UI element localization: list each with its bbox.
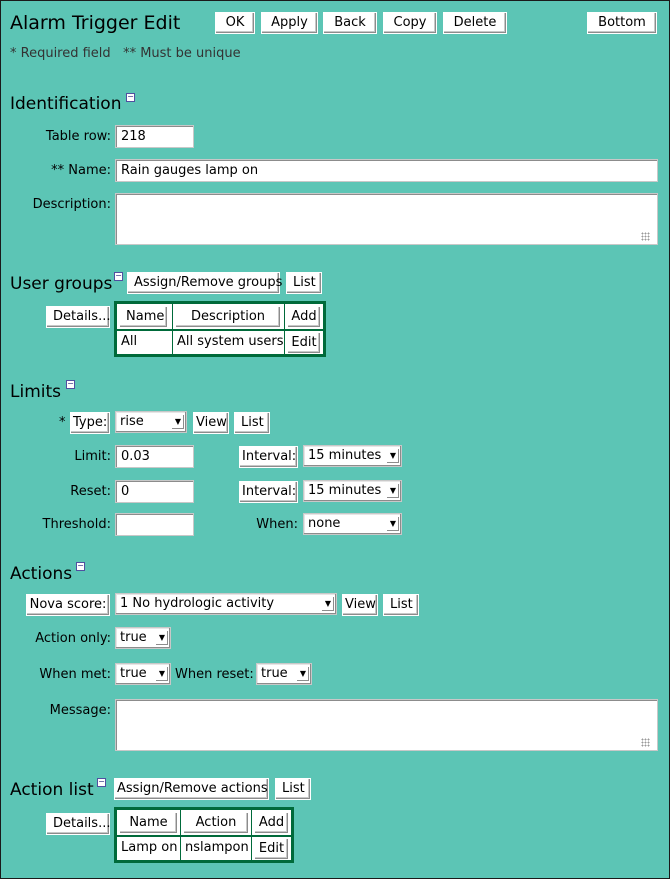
nova-view-button[interactable]: View [342,594,378,616]
table-header-cell [181,810,251,835]
chevron-down-icon: ▼ [297,667,309,681]
chevron-down-icon: ▼ [172,415,184,429]
back-button[interactable]: Back [323,12,377,34]
table-row-label: Table row: [45,129,111,144]
table-row-edit-cell [252,837,291,860]
when-reset-select[interactable] [256,663,312,685]
delete-button[interactable]: Delete [443,12,507,34]
name-column-button[interactable]: Name [119,812,178,834]
name-label: ** Name: [51,163,111,178]
chevron-down-icon: ▼ [387,484,399,498]
reset-label: Reset: [70,484,111,499]
type-list-button[interactable]: List [234,412,270,434]
copy-button[interactable]: Copy [383,12,437,34]
collapse-icon[interactable]: − [115,271,122,280]
when-reset-value: true [261,666,288,681]
limit-label: Limit: [74,449,111,464]
ok-button[interactable]: OK [215,12,255,34]
nova-score-button[interactable]: Nova score: [26,594,110,616]
groups-table [114,301,326,357]
message-textarea[interactable] [115,699,658,751]
when-select-value: none [308,516,341,531]
groups-details-button[interactable]: Details... [46,306,110,328]
reset-interval-button[interactable]: Interval: [239,481,298,503]
action-only-value: true [120,630,147,645]
limit-interval-button[interactable]: Interval: [239,446,298,468]
required-note: * Required field ** Must be unique [10,46,241,61]
table-header-cell [117,304,172,329]
action-column-button[interactable]: Action [183,812,249,834]
nova-score-value: 1 No hydrologic activity [120,596,275,611]
reset-field[interactable]: 0 [115,480,194,503]
description-column-button[interactable]: Description [175,306,281,328]
collapse-icon[interactable]: − [77,561,84,570]
table-row-field[interactable]: 218 [115,125,194,148]
type-button[interactable]: Type: [70,412,110,434]
reset-interval-select[interactable] [303,480,402,502]
assign-remove-groups-button[interactable]: Assign/Remove groups [127,272,280,294]
apply-button[interactable]: Apply [261,12,318,34]
edit-action-button[interactable]: Edit [254,838,289,860]
table-header-cell [173,304,284,329]
limit-interval-value: 15 minutes [308,448,382,463]
table-row-name-cell: All [117,331,172,354]
resize-grip-icon[interactable] [641,738,650,747]
table-header-cell [285,304,323,329]
type-select-value: rise [120,414,144,429]
chevron-down-icon: ▼ [387,517,399,531]
section-identification-heading: Identification [10,94,122,114]
when-reset-label: When reset: [175,667,254,682]
section-limits-heading: Limits [10,382,61,402]
section-user-groups-heading: User groups [10,274,113,294]
chevron-down-icon: ▼ [156,631,168,645]
collapse-icon[interactable]: − [67,379,74,388]
add-group-button[interactable]: Add [287,306,321,328]
name-column-button[interactable]: Name [119,306,168,328]
table-row-name-cell: Lamp on [117,837,180,860]
reset-interval-value: 15 minutes [308,483,382,498]
when-met-label: When met: [39,667,111,682]
bottom-button[interactable]: Bottom [587,12,657,34]
description-textarea[interactable] [115,193,658,245]
table-row-action-cell: nslampon [181,837,251,860]
chevron-down-icon: ▼ [387,449,399,463]
table-header-cell [252,810,291,835]
threshold-label: Threshold: [42,517,111,532]
actions-details-button[interactable]: Details... [46,813,110,835]
table-header-cell [117,810,180,835]
nova-list-button[interactable]: List [383,594,419,616]
collapse-icon[interactable]: − [98,777,105,786]
type-select[interactable] [115,411,187,433]
nova-score-select[interactable] [115,593,337,615]
chevron-down-icon: ▼ [156,667,168,681]
table-row-edit-cell [285,331,323,354]
description-label: Description: [32,197,111,212]
limit-field[interactable]: 0.03 [115,445,194,468]
actions-table [114,807,294,863]
limit-interval-select[interactable] [303,445,402,467]
edit-group-button[interactable]: Edit [287,332,321,354]
when-select[interactable] [303,513,402,535]
table-row-description-cell: All system users [173,331,284,354]
actions-list-button[interactable]: List [275,778,311,800]
name-field[interactable]: Rain gauges lamp on [115,159,658,182]
action-only-select[interactable] [115,627,171,649]
page-title: Alarm Trigger Edit [10,12,181,34]
section-action-list-heading: Action list [10,780,94,800]
add-action-button[interactable]: Add [254,812,289,834]
message-label: Message: [49,703,111,718]
action-only-label: Action only: [35,631,111,646]
when-met-value: true [120,666,147,681]
resize-grip-icon[interactable] [641,232,650,241]
section-actions-heading: Actions [10,564,73,584]
collapse-icon[interactable]: − [127,92,134,101]
type-view-button[interactable]: View [193,412,229,434]
threshold-field[interactable] [115,513,194,536]
when-met-select[interactable] [115,663,171,685]
chevron-down-icon: ▼ [322,597,334,611]
when-label: When: [256,517,298,532]
required-star: * [59,415,66,430]
groups-list-button[interactable]: List [286,272,322,294]
assign-remove-actions-button[interactable]: Assign/Remove actions [114,778,269,800]
